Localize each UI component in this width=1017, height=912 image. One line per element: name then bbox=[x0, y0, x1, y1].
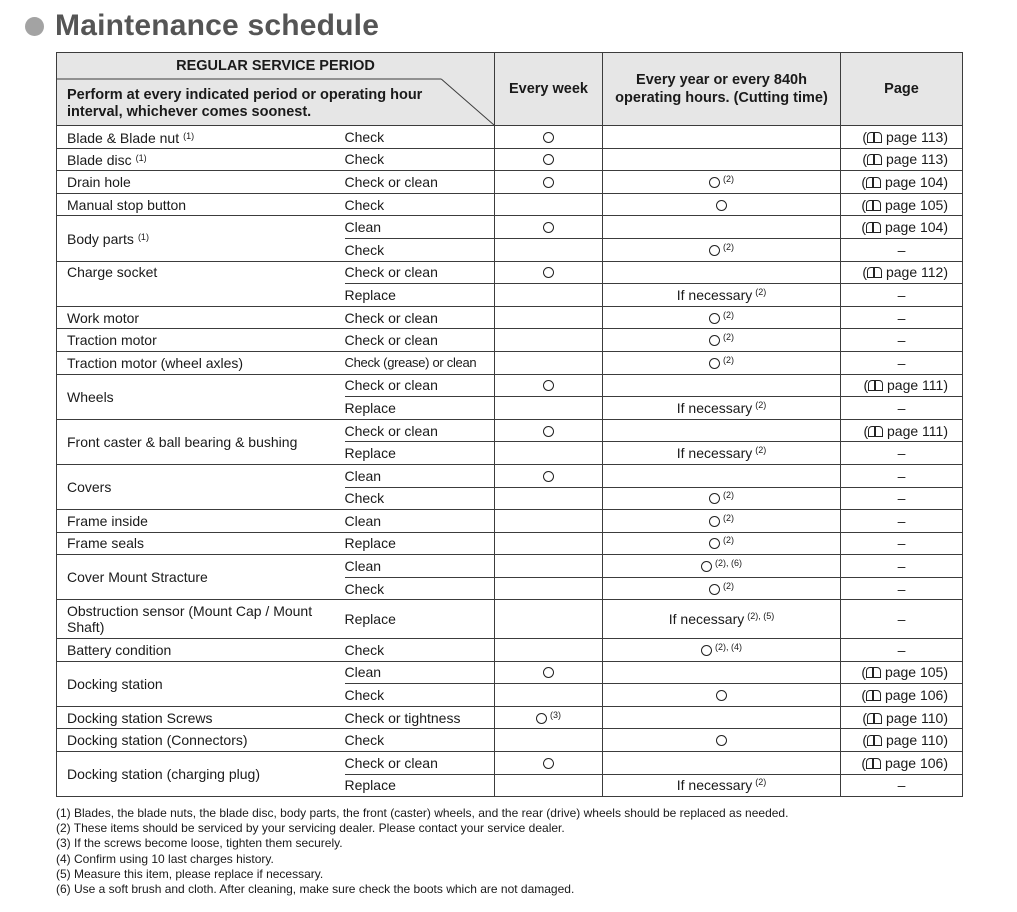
week-cell bbox=[495, 126, 603, 149]
year-cell: (2) bbox=[603, 487, 841, 510]
item-cell: Frame seals bbox=[57, 532, 345, 555]
table-row bbox=[57, 464, 963, 487]
action-cell: Check or clean bbox=[345, 171, 495, 194]
item-cell: Cover Mount Stracture bbox=[57, 555, 345, 600]
page-cell: – bbox=[841, 487, 963, 510]
year-cell: If necessary $^{(2)}$ bbox=[603, 774, 841, 797]
week-cell bbox=[495, 329, 603, 352]
check-circle-icon bbox=[543, 267, 554, 278]
book-icon bbox=[866, 690, 881, 701]
week-cell bbox=[495, 684, 603, 707]
check-circle-icon bbox=[709, 516, 720, 527]
action-cell: Check bbox=[345, 126, 495, 149]
table-row bbox=[57, 126, 963, 149]
week-cell bbox=[495, 510, 603, 533]
page-cell: – bbox=[841, 329, 963, 352]
table-row bbox=[57, 148, 963, 171]
page-cell: – bbox=[841, 306, 963, 329]
action-cell: Check bbox=[345, 238, 495, 261]
action-cell: Check bbox=[345, 487, 495, 510]
every-week-header: Every week bbox=[495, 53, 603, 126]
week-cell bbox=[495, 638, 603, 661]
page-cell: ( page 111) bbox=[841, 374, 963, 397]
table-row bbox=[57, 329, 963, 352]
action-cell: Check bbox=[345, 638, 495, 661]
table-row bbox=[57, 555, 963, 578]
week-cell bbox=[495, 729, 603, 752]
page-cell: – bbox=[841, 464, 963, 487]
table-row bbox=[57, 216, 963, 239]
item-cell: Frame inside bbox=[57, 510, 345, 533]
book-icon bbox=[866, 177, 881, 188]
page-cell: ( page 113) bbox=[841, 148, 963, 171]
page-cell: – bbox=[841, 238, 963, 261]
week-cell bbox=[495, 464, 603, 487]
action-cell: Clean bbox=[345, 216, 495, 239]
week-cell bbox=[495, 419, 603, 442]
page-cell: ( page 112) bbox=[841, 261, 963, 284]
check-circle-icon bbox=[701, 561, 712, 572]
table-row bbox=[57, 193, 963, 216]
page-cell: – bbox=[841, 442, 963, 465]
check-circle-icon bbox=[709, 584, 720, 595]
action-cell: Check or tightness bbox=[345, 706, 495, 729]
page-cell: – bbox=[841, 774, 963, 797]
item-cell: Charge socket bbox=[57, 261, 345, 306]
book-icon bbox=[866, 758, 881, 769]
check-circle-icon bbox=[536, 713, 547, 724]
action-cell: Check or clean bbox=[345, 329, 495, 352]
book-icon bbox=[867, 267, 882, 278]
item-cell: Docking station (charging plug) bbox=[57, 751, 345, 796]
week-cell bbox=[495, 261, 603, 284]
action-cell: Check or clean bbox=[345, 261, 495, 284]
week-cell bbox=[495, 600, 603, 639]
year-cell: (2) bbox=[603, 577, 841, 600]
book-icon bbox=[867, 735, 882, 746]
perform-interval-label: Perform at every indicated period or operating hour interval, whichever comes soonest. bbox=[67, 87, 423, 120]
title-bar bbox=[25, 6, 379, 46]
week-cell: (3) bbox=[495, 706, 603, 729]
page-cell: – bbox=[841, 555, 963, 578]
action-cell: Check bbox=[345, 729, 495, 752]
action-cell: Check or clean bbox=[345, 374, 495, 397]
item-cell: Obstruction sensor (Mount Cap / Mount Shaft) bbox=[57, 600, 345, 639]
page-cell: – bbox=[841, 600, 963, 639]
action-cell: Clean bbox=[345, 661, 495, 684]
action-cell: Replace bbox=[345, 284, 495, 307]
book-icon bbox=[868, 380, 883, 391]
page-cell: – bbox=[841, 397, 963, 420]
book-icon bbox=[866, 200, 881, 211]
book-icon bbox=[866, 222, 881, 233]
check-circle-icon bbox=[709, 177, 720, 188]
year-cell: (2), (6) bbox=[603, 555, 841, 578]
year-cell bbox=[603, 684, 841, 707]
week-cell bbox=[495, 442, 603, 465]
year-cell: (2) bbox=[603, 238, 841, 261]
table-row bbox=[57, 374, 963, 397]
check-circle-icon bbox=[709, 493, 720, 504]
week-cell bbox=[495, 306, 603, 329]
page-cell: ( page 106) bbox=[841, 751, 963, 774]
action-cell: Check or clean bbox=[345, 751, 495, 774]
check-circle-icon bbox=[543, 222, 554, 233]
year-cell bbox=[603, 706, 841, 729]
week-cell bbox=[495, 216, 603, 239]
table-row bbox=[57, 661, 963, 684]
check-circle-icon bbox=[709, 538, 720, 549]
check-circle-icon bbox=[543, 426, 554, 437]
year-cell: (2) bbox=[603, 329, 841, 352]
footnotes bbox=[56, 806, 788, 897]
year-cell bbox=[603, 126, 841, 149]
year-cell bbox=[603, 216, 841, 239]
item-cell: Battery condition bbox=[57, 638, 345, 661]
action-cell: Replace bbox=[345, 442, 495, 465]
week-cell bbox=[495, 238, 603, 261]
footnote: (6) Use a soft brush and cloth. After cleaning, make sure check the boots which are not damaged. bbox=[56, 882, 575, 897]
check-circle-icon bbox=[543, 667, 554, 678]
year-cell: (2), (4) bbox=[603, 638, 841, 661]
action-cell: Clean bbox=[345, 510, 495, 533]
table-row bbox=[57, 751, 963, 774]
year-cell bbox=[603, 751, 841, 774]
footnote: (5) Measure this item, please replace if necessary. bbox=[56, 866, 324, 881]
action-cell: Check or clean bbox=[345, 306, 495, 329]
item-cell: Body parts $^{(1)}$ bbox=[57, 216, 345, 261]
check-circle-icon bbox=[709, 358, 720, 369]
check-circle-icon bbox=[543, 154, 554, 165]
week-cell bbox=[495, 171, 603, 194]
page-cell: ( page 111) bbox=[841, 419, 963, 442]
item-cell: Manual stop button bbox=[57, 193, 345, 216]
check-circle-icon bbox=[543, 471, 554, 482]
week-cell bbox=[495, 487, 603, 510]
page-cell: – bbox=[841, 638, 963, 661]
year-cell bbox=[603, 661, 841, 684]
page-cell: ( page 104) bbox=[841, 171, 963, 194]
week-cell bbox=[495, 351, 603, 374]
book-icon bbox=[867, 713, 882, 724]
title-bullet-icon bbox=[25, 17, 44, 36]
year-cell bbox=[603, 464, 841, 487]
page-cell: – bbox=[841, 532, 963, 555]
check-circle-icon bbox=[709, 313, 720, 324]
book-icon bbox=[867, 154, 882, 165]
year-cell: (2) bbox=[603, 510, 841, 533]
year-cell bbox=[603, 374, 841, 397]
check-circle-icon bbox=[709, 245, 720, 256]
check-circle-icon bbox=[543, 380, 554, 391]
item-cell: Covers bbox=[57, 464, 345, 509]
table-row bbox=[57, 419, 963, 442]
action-cell: Check (grease) or clean bbox=[345, 351, 495, 374]
page-cell: ( page 105) bbox=[841, 193, 963, 216]
year-cell bbox=[603, 261, 841, 284]
footnote: (3) If the screws become loose, tighten them securely. bbox=[56, 836, 343, 851]
item-cell: Docking station (Connectors) bbox=[57, 729, 345, 752]
footnote: (2) These items should be serviced by your servicing dealer. Please contact your service dealer. bbox=[56, 821, 565, 836]
book-icon bbox=[866, 667, 881, 678]
action-cell: Replace bbox=[345, 532, 495, 555]
page-cell: – bbox=[841, 577, 963, 600]
action-cell: Check bbox=[345, 684, 495, 707]
action-cell: Check or clean bbox=[345, 419, 495, 442]
page-cell: ( page 105) bbox=[841, 661, 963, 684]
check-circle-icon bbox=[716, 200, 727, 211]
item-cell: Wheels bbox=[57, 374, 345, 419]
item-cell: Blade disc $^{(1)}$ bbox=[57, 148, 345, 171]
year-cell bbox=[603, 148, 841, 171]
week-cell bbox=[495, 193, 603, 216]
page-cell: ( page 106) bbox=[841, 684, 963, 707]
week-cell bbox=[495, 661, 603, 684]
book-icon bbox=[868, 426, 883, 437]
item-cell: Docking station bbox=[57, 661, 345, 706]
year-cell bbox=[603, 729, 841, 752]
item-cell: Docking station Screws bbox=[57, 706, 345, 729]
action-cell: Clean bbox=[345, 555, 495, 578]
item-cell: Traction motor (wheel axles) bbox=[57, 351, 345, 374]
table-row bbox=[57, 306, 963, 329]
year-cell: If necessary $^{(2)}$ bbox=[603, 397, 841, 420]
table-row bbox=[57, 351, 963, 374]
year-cell: (2) bbox=[603, 532, 841, 555]
action-cell: Replace bbox=[345, 600, 495, 639]
year-cell bbox=[603, 193, 841, 216]
table-row bbox=[57, 706, 963, 729]
every-year-header: Every year or every 840h operating hours. (Cutting time) bbox=[603, 53, 841, 126]
year-cell: If necessary $^{(2)}$ bbox=[603, 442, 841, 465]
page-cell: – bbox=[841, 351, 963, 374]
item-cell: Work motor bbox=[57, 306, 345, 329]
page-cell: ( page 113) bbox=[841, 126, 963, 149]
week-cell bbox=[495, 577, 603, 600]
table-row bbox=[57, 510, 963, 533]
check-circle-icon bbox=[709, 335, 720, 346]
item-cell: Drain hole bbox=[57, 171, 345, 194]
footnote: (4) Confirm using 10 last charges history. bbox=[56, 851, 274, 866]
action-cell: Replace bbox=[345, 397, 495, 420]
year-cell: (2) bbox=[603, 171, 841, 194]
item-cell: Blade & Blade nut $^{(1)}$ bbox=[57, 126, 345, 149]
item-cell: Traction motor bbox=[57, 329, 345, 352]
week-cell bbox=[495, 374, 603, 397]
year-cell: (2) bbox=[603, 351, 841, 374]
year-cell: If necessary $^{(2)}$ bbox=[603, 284, 841, 307]
maintenance-table bbox=[56, 52, 963, 797]
check-circle-icon bbox=[543, 132, 554, 143]
header-row bbox=[57, 53, 963, 126]
page-header: Page bbox=[841, 53, 963, 126]
check-circle-icon bbox=[716, 690, 727, 701]
year-cell: (2) bbox=[603, 306, 841, 329]
table-row bbox=[57, 729, 963, 752]
action-cell: Check bbox=[345, 193, 495, 216]
year-cell: If necessary $^{(2), (5)}$ bbox=[603, 600, 841, 639]
page-cell: – bbox=[841, 284, 963, 307]
week-cell bbox=[495, 284, 603, 307]
table-row bbox=[57, 261, 963, 284]
week-cell bbox=[495, 555, 603, 578]
table-row bbox=[57, 171, 963, 194]
table-row bbox=[57, 638, 963, 661]
check-circle-icon bbox=[701, 645, 712, 656]
page-title: Maintenance schedule bbox=[55, 9, 380, 42]
item-cell: Front caster & ball bearing & bushing bbox=[57, 419, 345, 464]
action-cell: Replace bbox=[345, 774, 495, 797]
table-row bbox=[57, 600, 963, 639]
action-cell: Check bbox=[345, 148, 495, 171]
check-circle-icon bbox=[543, 758, 554, 769]
week-cell bbox=[495, 532, 603, 555]
week-cell bbox=[495, 751, 603, 774]
table-row bbox=[57, 532, 963, 555]
footnote: (1) Blades, the blade nuts, the blade disc, body parts, the front (caster) wheels, and the rear (drive) wheels should be replaced as needed. bbox=[56, 806, 789, 820]
week-cell bbox=[495, 774, 603, 797]
check-circle-icon bbox=[716, 735, 727, 746]
page-cell: – bbox=[841, 510, 963, 533]
regular-service-period-label: REGULAR SERVICE PERIOD bbox=[176, 58, 375, 74]
check-circle-icon bbox=[543, 177, 554, 188]
regular-service-period-header bbox=[57, 53, 495, 126]
book-icon bbox=[867, 132, 882, 143]
action-cell: Check bbox=[345, 577, 495, 600]
week-cell bbox=[495, 397, 603, 420]
week-cell bbox=[495, 148, 603, 171]
page-cell: ( page 110) bbox=[841, 729, 963, 752]
year-cell bbox=[603, 419, 841, 442]
action-cell: Clean bbox=[345, 464, 495, 487]
page-cell: ( page 104) bbox=[841, 216, 963, 239]
page-cell: ( page 110) bbox=[841, 706, 963, 729]
